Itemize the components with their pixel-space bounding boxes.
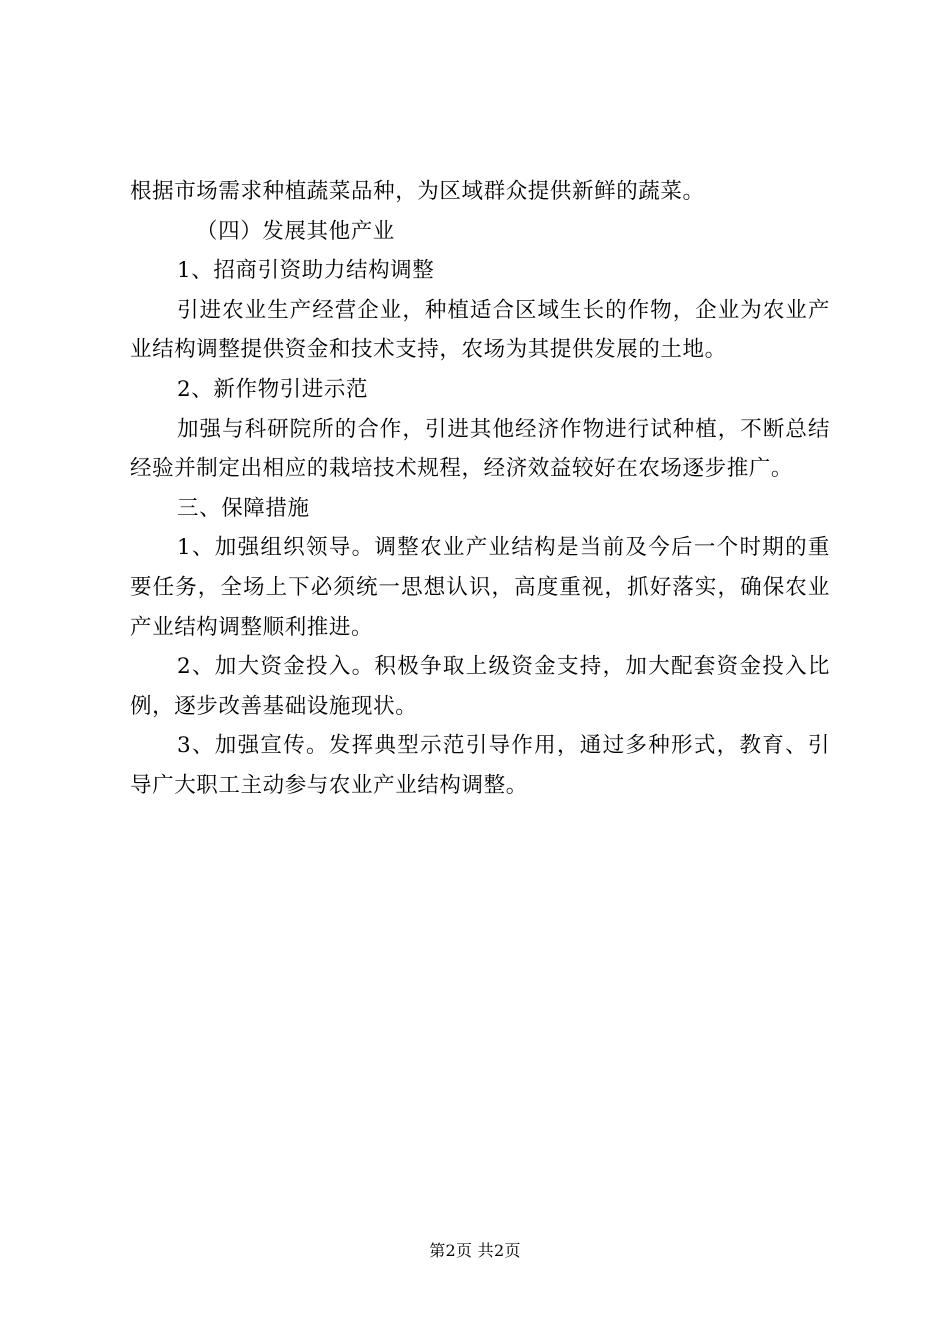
subheading-new-crops: 2、新作物引进示范	[177, 376, 369, 402]
paragraph-leadership: 1、加强组织领导。调整农业产业结构是当前及今后一个时期的重要任务，全场上下必须统一思想认识，高度重视，抓好落实，确保农业产业结构调整顺利推进。	[130, 535, 830, 640]
paragraph-vegetables: 根据市场需求种植蔬菜品种，为区域群众提供新鲜的蔬菜。	[130, 179, 705, 204]
paragraph-funding: 2、加大资金投入。积极争取上级资金支持，加大配套资金投入比例，逐步改善基础设施现状。	[130, 654, 830, 719]
paragraph-investment: 引进农业生产经营企业，种植适合区域生长的作物，企业为农业产业结构调整提供资金和技术支持，农场为其提供发展的土地。	[130, 297, 830, 363]
paragraph-publicity: 3、加强宣传。发挥典型示范引导作用，通过多种形式，教育、引导广大职工主动参与农业产业结构调整。	[130, 733, 830, 798]
page-number-footer: 第2页 共2页	[429, 1241, 521, 1260]
subheading-investment: 1、招商引资助力结构调整	[177, 258, 435, 284]
heading-develop-other-industries: （四）发展其他产业	[196, 218, 395, 244]
document-body	[130, 172, 830, 806]
paragraph-new-crops: 加强与科研院所的合作，引进其他经济作物进行试种植，不断总结经验并制定出相应的栽培技术规程，经济效益较好在农场逐步推广。	[130, 416, 830, 482]
heading-safeguard-measures: 三、保障措施	[177, 495, 310, 521]
